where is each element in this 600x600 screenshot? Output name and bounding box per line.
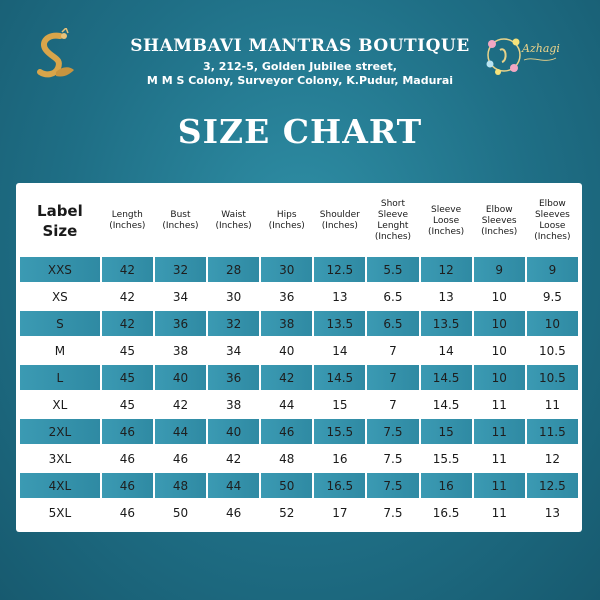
measurement-cell: 10.5 [527, 365, 578, 390]
brand-name: SHAMBAVI MANTRAS BOUTIQUE [130, 36, 470, 56]
measurement-cell: 7 [367, 365, 418, 390]
size-label-cell: XXS [20, 257, 100, 282]
measurement-cell: 36 [279, 289, 295, 304]
measurement-cell: 38 [225, 397, 242, 412]
measurement-cell: 7.5 [383, 451, 403, 466]
measurement-cell: 15 [332, 397, 348, 412]
measurement-cell: 5.5 [367, 257, 418, 282]
measurement-cell: 15.5 [432, 451, 460, 466]
measurement-cell: 14 [438, 343, 454, 358]
measurement-cell: 12.5 [314, 257, 365, 282]
measurement-cell: 46 [119, 505, 135, 520]
measurement-cell: 30 [225, 289, 242, 304]
table-row [20, 446, 578, 471]
size-chart-card [16, 183, 582, 532]
measurement-cell: 52 [279, 505, 295, 520]
size-label-cell: 3XL [48, 451, 72, 466]
column-header: Shoulder (Inches) [319, 210, 360, 231]
measurement-cell: 32 [208, 311, 259, 336]
measurement-cell: 10.5 [539, 343, 566, 358]
measurement-cell: 42 [102, 257, 153, 282]
measurement-cell: 50 [172, 505, 189, 520]
measurement-cell: 16 [421, 473, 472, 498]
measurement-cell: 13 [544, 505, 561, 520]
column-header: Short Sleeve Lenght (Inches) [374, 199, 412, 242]
measurement-cell: 11 [491, 397, 507, 412]
measurement-cell: 14.5 [432, 397, 460, 412]
measurement-cell: 11 [491, 505, 507, 520]
measurement-cell: 14 [332, 343, 348, 358]
column-header: Waist (Inches) [215, 210, 252, 231]
measurement-cell: 44 [155, 419, 206, 444]
measurement-cell: 10 [474, 311, 525, 336]
size-label-cell: L [20, 365, 100, 390]
measurement-cell: 7.5 [367, 419, 418, 444]
measurement-cell: 45 [119, 343, 135, 358]
table-row [20, 365, 578, 390]
measurement-cell: 15 [421, 419, 472, 444]
measurement-cell: 46 [102, 419, 153, 444]
column-header: Hips (Inches) [268, 210, 305, 231]
table-row [20, 473, 578, 498]
measurement-cell: 9.5 [542, 289, 562, 304]
azhagi-logo-text: Azhagi [522, 42, 560, 55]
measurement-cell: 14.5 [421, 365, 472, 390]
page-title: SIZE CHART [177, 112, 423, 151]
measurement-cell: 17 [332, 505, 348, 520]
column-header: Bust (Inches) [162, 210, 199, 231]
measurement-cell: 12 [421, 257, 472, 282]
table-row [20, 311, 578, 336]
size-label-cell: 5XL [48, 505, 72, 520]
size-label-cell: 2XL [20, 419, 100, 444]
measurement-cell: 42 [261, 365, 312, 390]
size-label-cell: XL [52, 397, 68, 412]
measurement-cell: 48 [155, 473, 206, 498]
size-label-cell: 4XL [20, 473, 100, 498]
measurement-cell: 6.5 [383, 289, 403, 304]
measurement-cell: 12.5 [527, 473, 578, 498]
address-line-1: 3, 212-5, Golden Jubilee street, [203, 60, 397, 73]
column-header: Length (Inches) [109, 210, 146, 231]
measurement-cell: 14.5 [314, 365, 365, 390]
measurement-cell: 42 [119, 289, 135, 304]
measurement-cell: 45 [102, 365, 153, 390]
column-header: Elbow Sleeves (Inches) [481, 204, 518, 237]
table-row [20, 419, 578, 444]
measurement-cell: 30 [261, 257, 312, 282]
measurement-cell: 48 [279, 451, 295, 466]
measurement-cell: 15.5 [314, 419, 365, 444]
measurement-cell: 40 [279, 343, 295, 358]
measurement-cell: 44 [279, 397, 295, 412]
measurement-cell: 34 [225, 343, 242, 358]
size-label-cell: S [20, 311, 100, 336]
measurement-cell: 10 [527, 311, 578, 336]
size-label-cell: M [54, 343, 66, 358]
measurement-cell: 38 [172, 343, 189, 358]
column-header: Sleeve Loose (Inches) [427, 204, 465, 237]
table-row [20, 257, 578, 282]
measurement-cell: 34 [172, 289, 189, 304]
measurement-cell: 10 [474, 365, 525, 390]
measurement-cell: 11 [491, 451, 507, 466]
measurement-cell: 16 [332, 451, 348, 466]
measurement-cell: 10 [491, 343, 507, 358]
s-monogram-logo [26, 28, 80, 82]
measurement-cell: 40 [208, 419, 259, 444]
table-header-row [20, 187, 578, 255]
measurement-cell: 28 [208, 257, 259, 282]
measurement-cell: 16.5 [432, 505, 460, 520]
measurement-cell: 11 [474, 419, 525, 444]
measurement-cell: 13 [332, 289, 348, 304]
measurement-cell: 42 [102, 311, 153, 336]
measurement-cell: 7 [389, 343, 397, 358]
table-row [20, 284, 578, 309]
header [0, 0, 600, 110]
measurement-cell: 36 [208, 365, 259, 390]
column-header: Elbow Sleeves Loose (Inches) [534, 199, 571, 242]
measurement-cell: 13 [438, 289, 454, 304]
measurement-cell: 46 [261, 419, 312, 444]
measurement-cell: 32 [155, 257, 206, 282]
measurement-cell: 46 [225, 505, 242, 520]
measurement-cell: 11.5 [527, 419, 578, 444]
table-row [20, 338, 578, 363]
measurement-cell: 40 [155, 365, 206, 390]
size-chart-table [18, 185, 580, 527]
measurement-cell: 42 [172, 397, 189, 412]
measurement-cell: 7 [389, 397, 397, 412]
table-row [20, 500, 578, 525]
measurement-cell: 46 [102, 473, 153, 498]
measurement-cell: 50 [261, 473, 312, 498]
measurement-cell: 13.5 [421, 311, 472, 336]
measurement-cell: 46 [172, 451, 189, 466]
measurement-cell: 44 [208, 473, 259, 498]
measurement-cell: 42 [225, 451, 242, 466]
address-line-2: M M S Colony, Surveyor Colony, K.Pudur, Madurai [146, 74, 454, 87]
measurement-cell: 11 [544, 397, 561, 412]
size-label-cell: XS [51, 289, 68, 304]
measurement-cell: 11 [474, 473, 525, 498]
measurement-cell: 46 [119, 451, 135, 466]
measurement-cell: 12 [544, 451, 561, 466]
label-size-header: Label Size [37, 202, 83, 240]
measurement-cell: 7.5 [367, 473, 418, 498]
azhagi-floral-logo [484, 32, 568, 78]
measurement-cell: 9 [474, 257, 525, 282]
measurement-cell: 36 [155, 311, 206, 336]
measurement-cell: 9 [527, 257, 578, 282]
table-row [20, 392, 578, 417]
measurement-cell: 13.5 [314, 311, 365, 336]
measurement-cell: 10 [491, 289, 507, 304]
measurement-cell: 7.5 [383, 505, 403, 520]
measurement-cell: 16.5 [314, 473, 365, 498]
measurement-cell: 38 [261, 311, 312, 336]
measurement-cell: 6.5 [367, 311, 418, 336]
measurement-cell: 45 [119, 397, 135, 412]
